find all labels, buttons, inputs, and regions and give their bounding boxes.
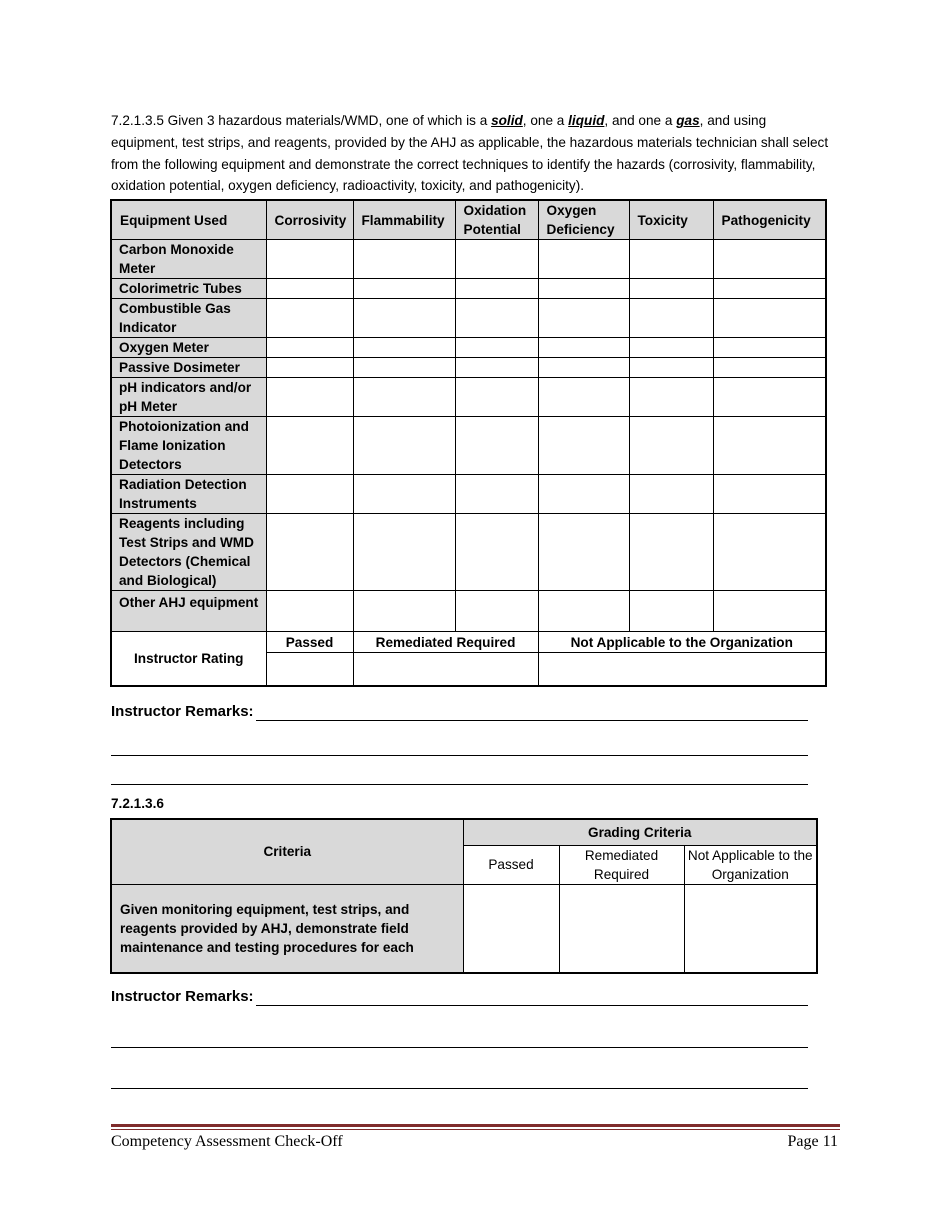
table-header-row: [111, 200, 826, 240]
rating-passed-label: Passed: [266, 632, 353, 653]
header-flammability: Flammability: [353, 200, 455, 240]
check-cell[interactable]: [455, 378, 538, 417]
equipment-name: Oxygen Meter: [111, 338, 266, 358]
check-cell[interactable]: [353, 338, 455, 358]
check-cell[interactable]: [538, 417, 629, 475]
grading-criteria-header: Grading Criteria: [463, 819, 817, 845]
check-cell[interactable]: [455, 279, 538, 299]
remarks-line[interactable]: [111, 1047, 808, 1048]
grading-row: [111, 884, 817, 973]
header-equipment-used: Equipment Used: [111, 200, 266, 240]
equipment-name: Other AHJ equipment: [111, 591, 266, 632]
table-row: [111, 514, 826, 591]
instructor-remarks-label: Instructor Remarks:: [111, 703, 254, 720]
check-cell[interactable]: [266, 591, 353, 632]
rating-not-applicable-label: Not Applicable to the Organization: [538, 632, 826, 653]
check-cell[interactable]: [629, 338, 713, 358]
check-cell[interactable]: [713, 338, 826, 358]
table-row: [111, 591, 826, 632]
table-row: [111, 358, 826, 378]
table-row: [111, 378, 826, 417]
check-cell[interactable]: [455, 240, 538, 279]
check-cell[interactable]: [629, 358, 713, 378]
check-cell[interactable]: [629, 279, 713, 299]
table-row: [111, 338, 826, 358]
rating-remediated-label: Remediated Required: [353, 632, 538, 653]
check-cell[interactable]: [629, 514, 713, 591]
check-cell[interactable]: [629, 591, 713, 632]
rating-header-row: [111, 632, 826, 653]
check-cell[interactable]: [353, 299, 455, 338]
footer-title: Competency Assessment Check-Off: [111, 1133, 343, 1150]
check-cell[interactable]: [629, 475, 713, 514]
grading-passed-label: Passed: [463, 845, 559, 884]
check-cell[interactable]: [713, 358, 826, 378]
equipment-name: pH indicators and/or pH Meter: [111, 378, 266, 417]
check-cell[interactable]: [629, 240, 713, 279]
header-corrosivity: Corrosivity: [266, 200, 353, 240]
grading-not-applicable-cell[interactable]: [684, 884, 817, 973]
check-cell[interactable]: [266, 417, 353, 475]
footer-divider: [111, 1129, 840, 1130]
grading-header-row: [111, 819, 817, 845]
grading-table: [110, 818, 818, 974]
intro-text: 7.2.1.3.5 Given 3 hazardous materials/WMD, one of which is a: [111, 113, 492, 128]
check-cell[interactable]: [266, 338, 353, 358]
header-oxygen-deficiency: Oxygen Deficiency: [538, 200, 629, 240]
grading-passed-cell[interactable]: [463, 884, 559, 973]
keyword-solid: solid: [491, 113, 523, 128]
intro-text: , and one a: [604, 113, 677, 128]
instructor-remarks-label: Instructor Remarks:: [111, 988, 254, 1005]
check-cell[interactable]: [266, 240, 353, 279]
keyword-gas: gas: [676, 113, 700, 128]
check-cell[interactable]: [266, 378, 353, 417]
grading-remediated-cell[interactable]: [559, 884, 684, 973]
check-cell[interactable]: [266, 514, 353, 591]
check-cell[interactable]: [538, 591, 629, 632]
check-cell[interactable]: [538, 378, 629, 417]
criteria-text: Given monitoring equipment, test strips, and reagents provided by AHJ, demonstrate field maintenance and testing procedures for each: [111, 884, 463, 973]
equipment-name: Carbon Monoxide Meter: [111, 240, 266, 279]
check-cell[interactable]: [713, 514, 826, 591]
check-cell[interactable]: [713, 299, 826, 338]
rating-remediated-cell[interactable]: [353, 653, 538, 686]
equipment-name: Combustible Gas Indicator: [111, 299, 266, 338]
rating-passed-cell[interactable]: [266, 653, 353, 686]
check-cell[interactable]: [266, 279, 353, 299]
header-toxicity: Toxicity: [629, 200, 713, 240]
table-row: [111, 299, 826, 338]
remarks-line[interactable]: [111, 755, 808, 756]
equipment-table: [110, 199, 827, 687]
check-cell[interactable]: [455, 358, 538, 378]
check-cell[interactable]: [455, 338, 538, 358]
grading-remediated-label: Remediated Required: [559, 845, 684, 884]
intro-text: , one a: [522, 113, 569, 128]
section-id: 7.2.1.3.6: [111, 796, 164, 811]
grading-not-applicable-label: Not Applicable to the Organization: [684, 845, 817, 884]
check-cell[interactable]: [455, 514, 538, 591]
equipment-name: Colorimetric Tubes: [111, 279, 266, 299]
check-cell[interactable]: [353, 514, 455, 591]
footer-divider: [111, 1124, 840, 1127]
table-row: [111, 475, 826, 514]
remarks-line[interactable]: [256, 1005, 808, 1006]
table-row: [111, 417, 826, 475]
check-cell[interactable]: [353, 417, 455, 475]
intro-text: , and using equipment, test strips, and reagents, provided by the AHJ as applicable, the hazardous materials technician shall select from the following equipment and demonstrate the correct techniques to identify the hazards (corrosivity, flammability, oxidation potential, oxygen deficiency, radioactivity, toxicity, and pathogenicity).: [111, 113, 829, 194]
remarks-line[interactable]: [111, 1088, 808, 1089]
keyword-liquid: liquid: [568, 113, 605, 128]
page-number: Page 11: [787, 1133, 838, 1150]
rating-not-applicable-cell[interactable]: [538, 653, 826, 686]
check-cell[interactable]: [629, 378, 713, 417]
remarks-line[interactable]: [256, 720, 808, 721]
check-cell[interactable]: [538, 475, 629, 514]
check-cell[interactable]: [353, 378, 455, 417]
equipment-name: Photoionization and Flame Ionization Detectors: [111, 417, 266, 475]
check-cell[interactable]: [629, 417, 713, 475]
header-oxidation-potential: Oxidation Potential: [455, 200, 538, 240]
check-cell[interactable]: [713, 591, 826, 632]
table-row: [111, 240, 826, 279]
check-cell[interactable]: [538, 279, 629, 299]
criteria-header: Criteria: [111, 819, 463, 884]
check-cell[interactable]: [455, 591, 538, 632]
check-cell[interactable]: [455, 475, 538, 514]
check-cell[interactable]: [713, 240, 826, 279]
instructor-remarks-2: [111, 988, 254, 1005]
check-cell[interactable]: [353, 279, 455, 299]
check-cell[interactable]: [455, 299, 538, 338]
check-cell[interactable]: [353, 240, 455, 279]
check-cell[interactable]: [713, 417, 826, 475]
remarks-line[interactable]: [111, 784, 808, 785]
header-pathogenicity: Pathogenicity: [713, 200, 826, 240]
equipment-name: Radiation Detection Instruments: [111, 475, 266, 514]
instructor-rating-label: Instructor Rating: [111, 632, 266, 686]
check-cell[interactable]: [266, 299, 353, 338]
check-cell[interactable]: [266, 358, 353, 378]
check-cell[interactable]: [266, 475, 353, 514]
equipment-name: Reagents including Test Strips and WMD Detectors (Chemical and Biological): [111, 514, 266, 591]
intro-paragraph: [111, 110, 831, 197]
check-cell[interactable]: [713, 475, 826, 514]
check-cell[interactable]: [353, 591, 455, 632]
check-cell[interactable]: [353, 475, 455, 514]
check-cell[interactable]: [538, 240, 629, 279]
equipment-name: Passive Dosimeter: [111, 358, 266, 378]
check-cell[interactable]: [713, 279, 826, 299]
instructor-remarks-1: [111, 703, 254, 720]
check-cell[interactable]: [629, 299, 713, 338]
check-cell[interactable]: [538, 338, 629, 358]
check-cell[interactable]: [455, 417, 538, 475]
check-cell[interactable]: [538, 358, 629, 378]
check-cell[interactable]: [538, 299, 629, 338]
table-row: [111, 279, 826, 299]
check-cell[interactable]: [353, 358, 455, 378]
check-cell[interactable]: [538, 514, 629, 591]
check-cell[interactable]: [713, 378, 826, 417]
